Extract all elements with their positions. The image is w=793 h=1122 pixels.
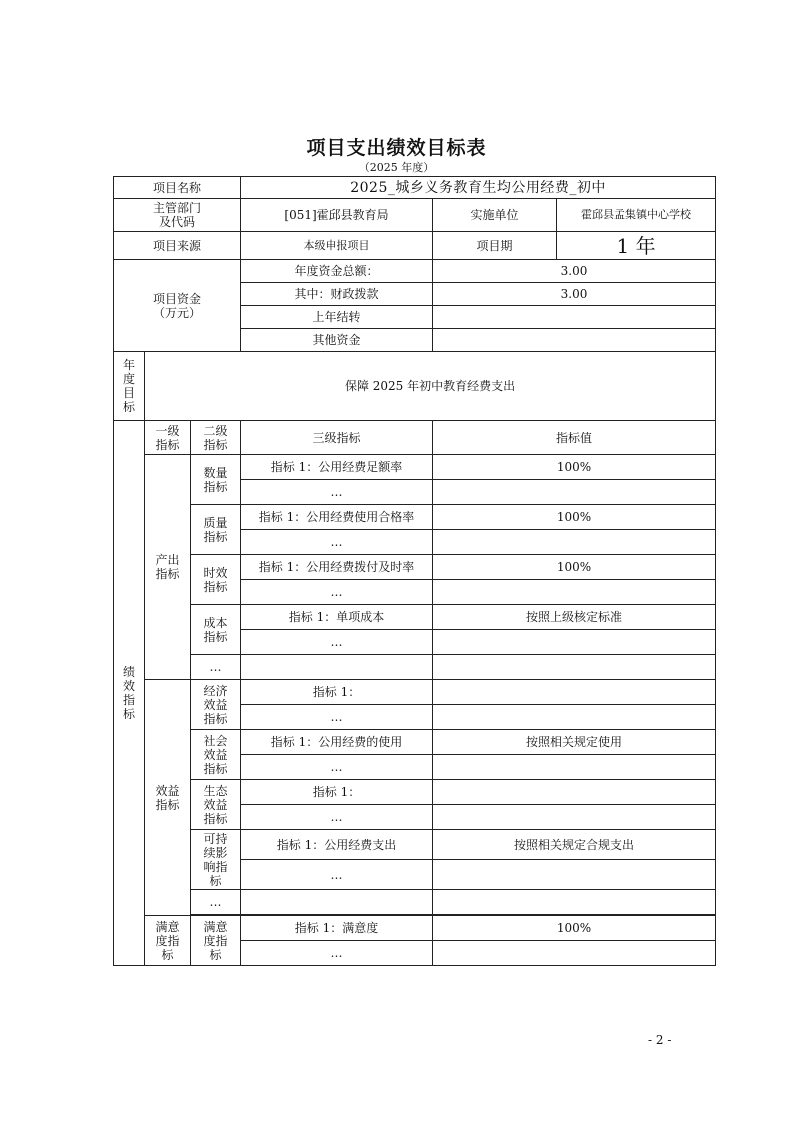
funds-fiscal-value: 3.00 [433,283,716,306]
header-value: 指标值 [433,421,716,455]
ellipsis-cell: … [241,941,433,966]
social-indicator-value: 按照相关规定使用 [433,730,716,755]
ecological-indicator-item: 指标 1： [241,780,433,805]
period-value: 1 年 [557,232,716,260]
funds-fiscal-label: 其中：财政拨款 [241,283,433,306]
annual-goal-label: 年 度 目 标 [114,352,145,421]
department-value: [051]霍邱县教育局 [241,199,433,232]
ecological-indicator-label: 生态 效益 指标 [191,780,241,830]
cost-indicator-value: 按照上级核定标准 [433,605,716,630]
empty-value-cell [433,755,716,780]
page-subtitle: （2025 年度） [358,161,435,174]
economic-indicator-label: 经济 效益 指标 [191,680,241,730]
funds-other-label: 其他资金 [241,329,433,352]
ecological-indicator-value [433,780,716,805]
row-department [114,199,716,232]
project-name-value: 2025_城乡义务教育生均公用经费_初中 [241,177,716,199]
empty-value-cell [433,530,716,555]
satisfaction-sub-label: 满意 度指 标 [191,916,241,966]
table-row [114,605,716,630]
cost-indicator-item: 指标 1：单项成本 [241,605,433,630]
benefit-indicators-label: 效益 指标 [145,680,191,916]
funds-other-value [433,329,716,352]
project-name-label: 项目名称 [114,177,241,199]
performance-indicators-label: 绩 效 指 标 [114,421,145,966]
row-indicator-header [114,421,716,455]
table-row [114,916,716,941]
sustainable-indicator-item: 指标 1：公用经费支出 [241,830,433,860]
implementing-unit-value: 霍邱县孟集镇中心学校 [557,199,716,232]
row-funds-total [114,260,716,283]
ellipsis-cell: … [241,705,433,730]
row-project-name [114,177,716,199]
table-row [114,890,716,915]
performance-table [113,176,716,966]
row-annual-goal [114,352,716,421]
funds-label-line1: 项目资金 [153,291,202,306]
output-indicators-label: 产出 指标 [145,455,191,680]
ellipsis-cell: … [241,480,433,505]
quality-indicator-label: 质量 指标 [191,505,241,555]
header-level1: 一级 指标 [145,421,191,455]
row-source [114,232,716,260]
economic-indicator-item: 指标 1： [241,680,433,705]
quality-indicator-item: 指标 1：公用经费使用合格率 [241,505,433,530]
economic-indicator-value [433,680,716,705]
department-label-line1: 主管部门 [153,201,202,215]
funds-label [114,260,241,352]
department-label [114,199,241,232]
quality-indicator-value: 100% [433,505,716,530]
funds-carryover-value [433,306,716,329]
timeliness-indicator-value: 100% [433,555,716,580]
empty-value-cell [433,805,716,830]
ellipsis-cell: … [241,630,433,655]
sustainable-indicator-value: 按照相关规定合规支出 [433,830,716,860]
table-row [114,455,716,480]
ellipsis-cell: … [191,890,241,915]
period-label: 项目期 [433,232,557,260]
ellipsis-cell: … [241,530,433,555]
ellipsis-cell: … [241,805,433,830]
empty-value-cell [433,580,716,605]
quantity-indicator-item: 指标 1：公用经费足额率 [241,455,433,480]
empty-value-cell [433,655,716,680]
empty-value-cell [433,941,716,966]
quantity-indicator-value: 100% [433,455,716,480]
empty-value-cell [433,860,716,890]
department-label-line2: 及代码 [159,215,196,229]
ellipsis-cell: … [241,580,433,605]
timeliness-indicator-label: 时效 指标 [191,555,241,605]
page-title: 项目支出绩效目标表 [306,137,487,159]
ellipsis-cell: … [191,655,241,680]
source-value: 本级申报项目 [241,232,433,260]
empty-item-cell [241,655,433,680]
ellipsis-cell: … [241,755,433,780]
funds-total-label: 年度资金总额： [241,260,433,283]
funds-label-line2: （万元） [153,305,202,320]
page-number: - 2 - [648,1033,672,1047]
empty-value-cell [433,480,716,505]
empty-item-cell [241,890,433,915]
header-level2: 二级 指标 [191,421,241,455]
satisfaction-indicator-value: 100% [433,916,716,941]
header-level3: 三级指标 [241,421,433,455]
table-row [114,680,716,705]
empty-value-cell [433,630,716,655]
satisfaction-indicator-item: 指标 1：满意度 [241,916,433,941]
funds-carryover-label: 上年结转 [241,306,433,329]
satisfaction-indicators-label: 满意 度指 标 [145,916,191,966]
empty-value-cell [433,890,716,915]
empty-value-cell [433,705,716,730]
funds-total-value: 3.00 [433,260,716,283]
implementing-unit-label: 实施单位 [433,199,557,232]
social-indicator-label: 社会 效益 指标 [191,730,241,780]
cost-indicator-label: 成本 指标 [191,605,241,655]
social-indicator-item: 指标 1：公用经费的使用 [241,730,433,755]
table-row [114,780,716,805]
table-row [114,730,716,755]
table-row [114,655,716,680]
annual-goal-text: 保障 2025 年初中教育经费支出 [145,352,716,421]
table-row [114,555,716,580]
ellipsis-cell: … [241,860,433,890]
timeliness-indicator-item: 指标 1：公用经费拨付及时率 [241,555,433,580]
quantity-indicator-label: 数量 指标 [191,455,241,505]
table-row [114,830,716,860]
table-row [114,505,716,530]
sustainable-indicator-label: 可持 续影 响指 标 [191,830,241,890]
source-label: 项目来源 [114,232,241,260]
